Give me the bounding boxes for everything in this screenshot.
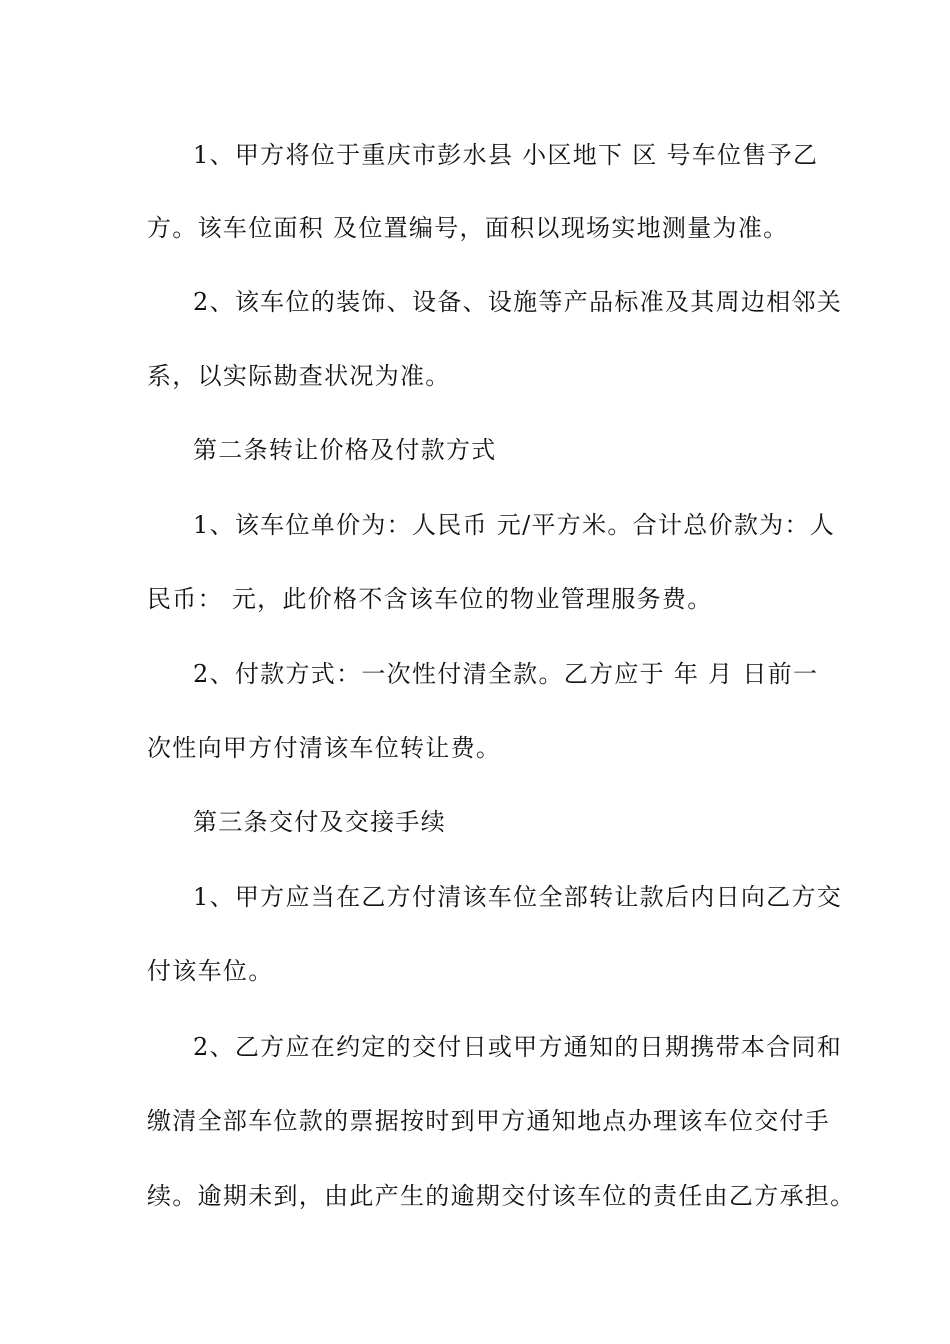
clause-2-2-line-2: 次性向甲方付清该车位转让费。 xyxy=(147,734,502,762)
article-2-heading: 第二条转让价格及付款方式 xyxy=(193,436,497,464)
clause-1-2-line-1: 2、该车位的装饰、设备、设施等产品标准及其周边相邻关 xyxy=(193,288,843,316)
clause-1-1-line-2: 方。该车位面积 及位置编号，面积以现场实地测量为准。 xyxy=(147,214,789,242)
clause-2-1-line-2: 民币： 元，此价格不含该车位的物业管理服务费。 xyxy=(147,585,713,613)
article-3-heading: 第三条交付及交接手续 xyxy=(193,808,446,836)
clause-3-1-line-2: 付该车位。 xyxy=(147,957,274,985)
clause-2-2-line-1: 2、付款方式：一次性付清全款。乙方应于 年 月 日前一 xyxy=(193,660,819,688)
clause-3-1-line-1: 1、甲方应当在乙方付清该车位全部转让款后内日向乙方交 xyxy=(193,883,843,911)
clause-3-2-line-3: 续。逾期未到，由此产生的逾期交付该车位的责任由乙方承担。 xyxy=(147,1182,856,1210)
clause-1-1-line-1: 1、甲方将位于重庆市彭水县 小区地下 区 号车位售予乙 xyxy=(193,141,819,169)
clause-3-2-line-2: 缴清全部车位款的票据按时到甲方通知地点办理该车位交付手 xyxy=(147,1107,831,1135)
clause-2-1-line-1: 1、该车位单价为：人民币 元/平方米。合计总价款为：人 xyxy=(193,511,836,539)
clause-1-2-line-2: 系，以实际勘查状况为准。 xyxy=(147,362,451,390)
clause-3-2-line-1: 2、乙方应在约定的交付日或甲方通知的日期携带本合同和 xyxy=(193,1033,843,1061)
